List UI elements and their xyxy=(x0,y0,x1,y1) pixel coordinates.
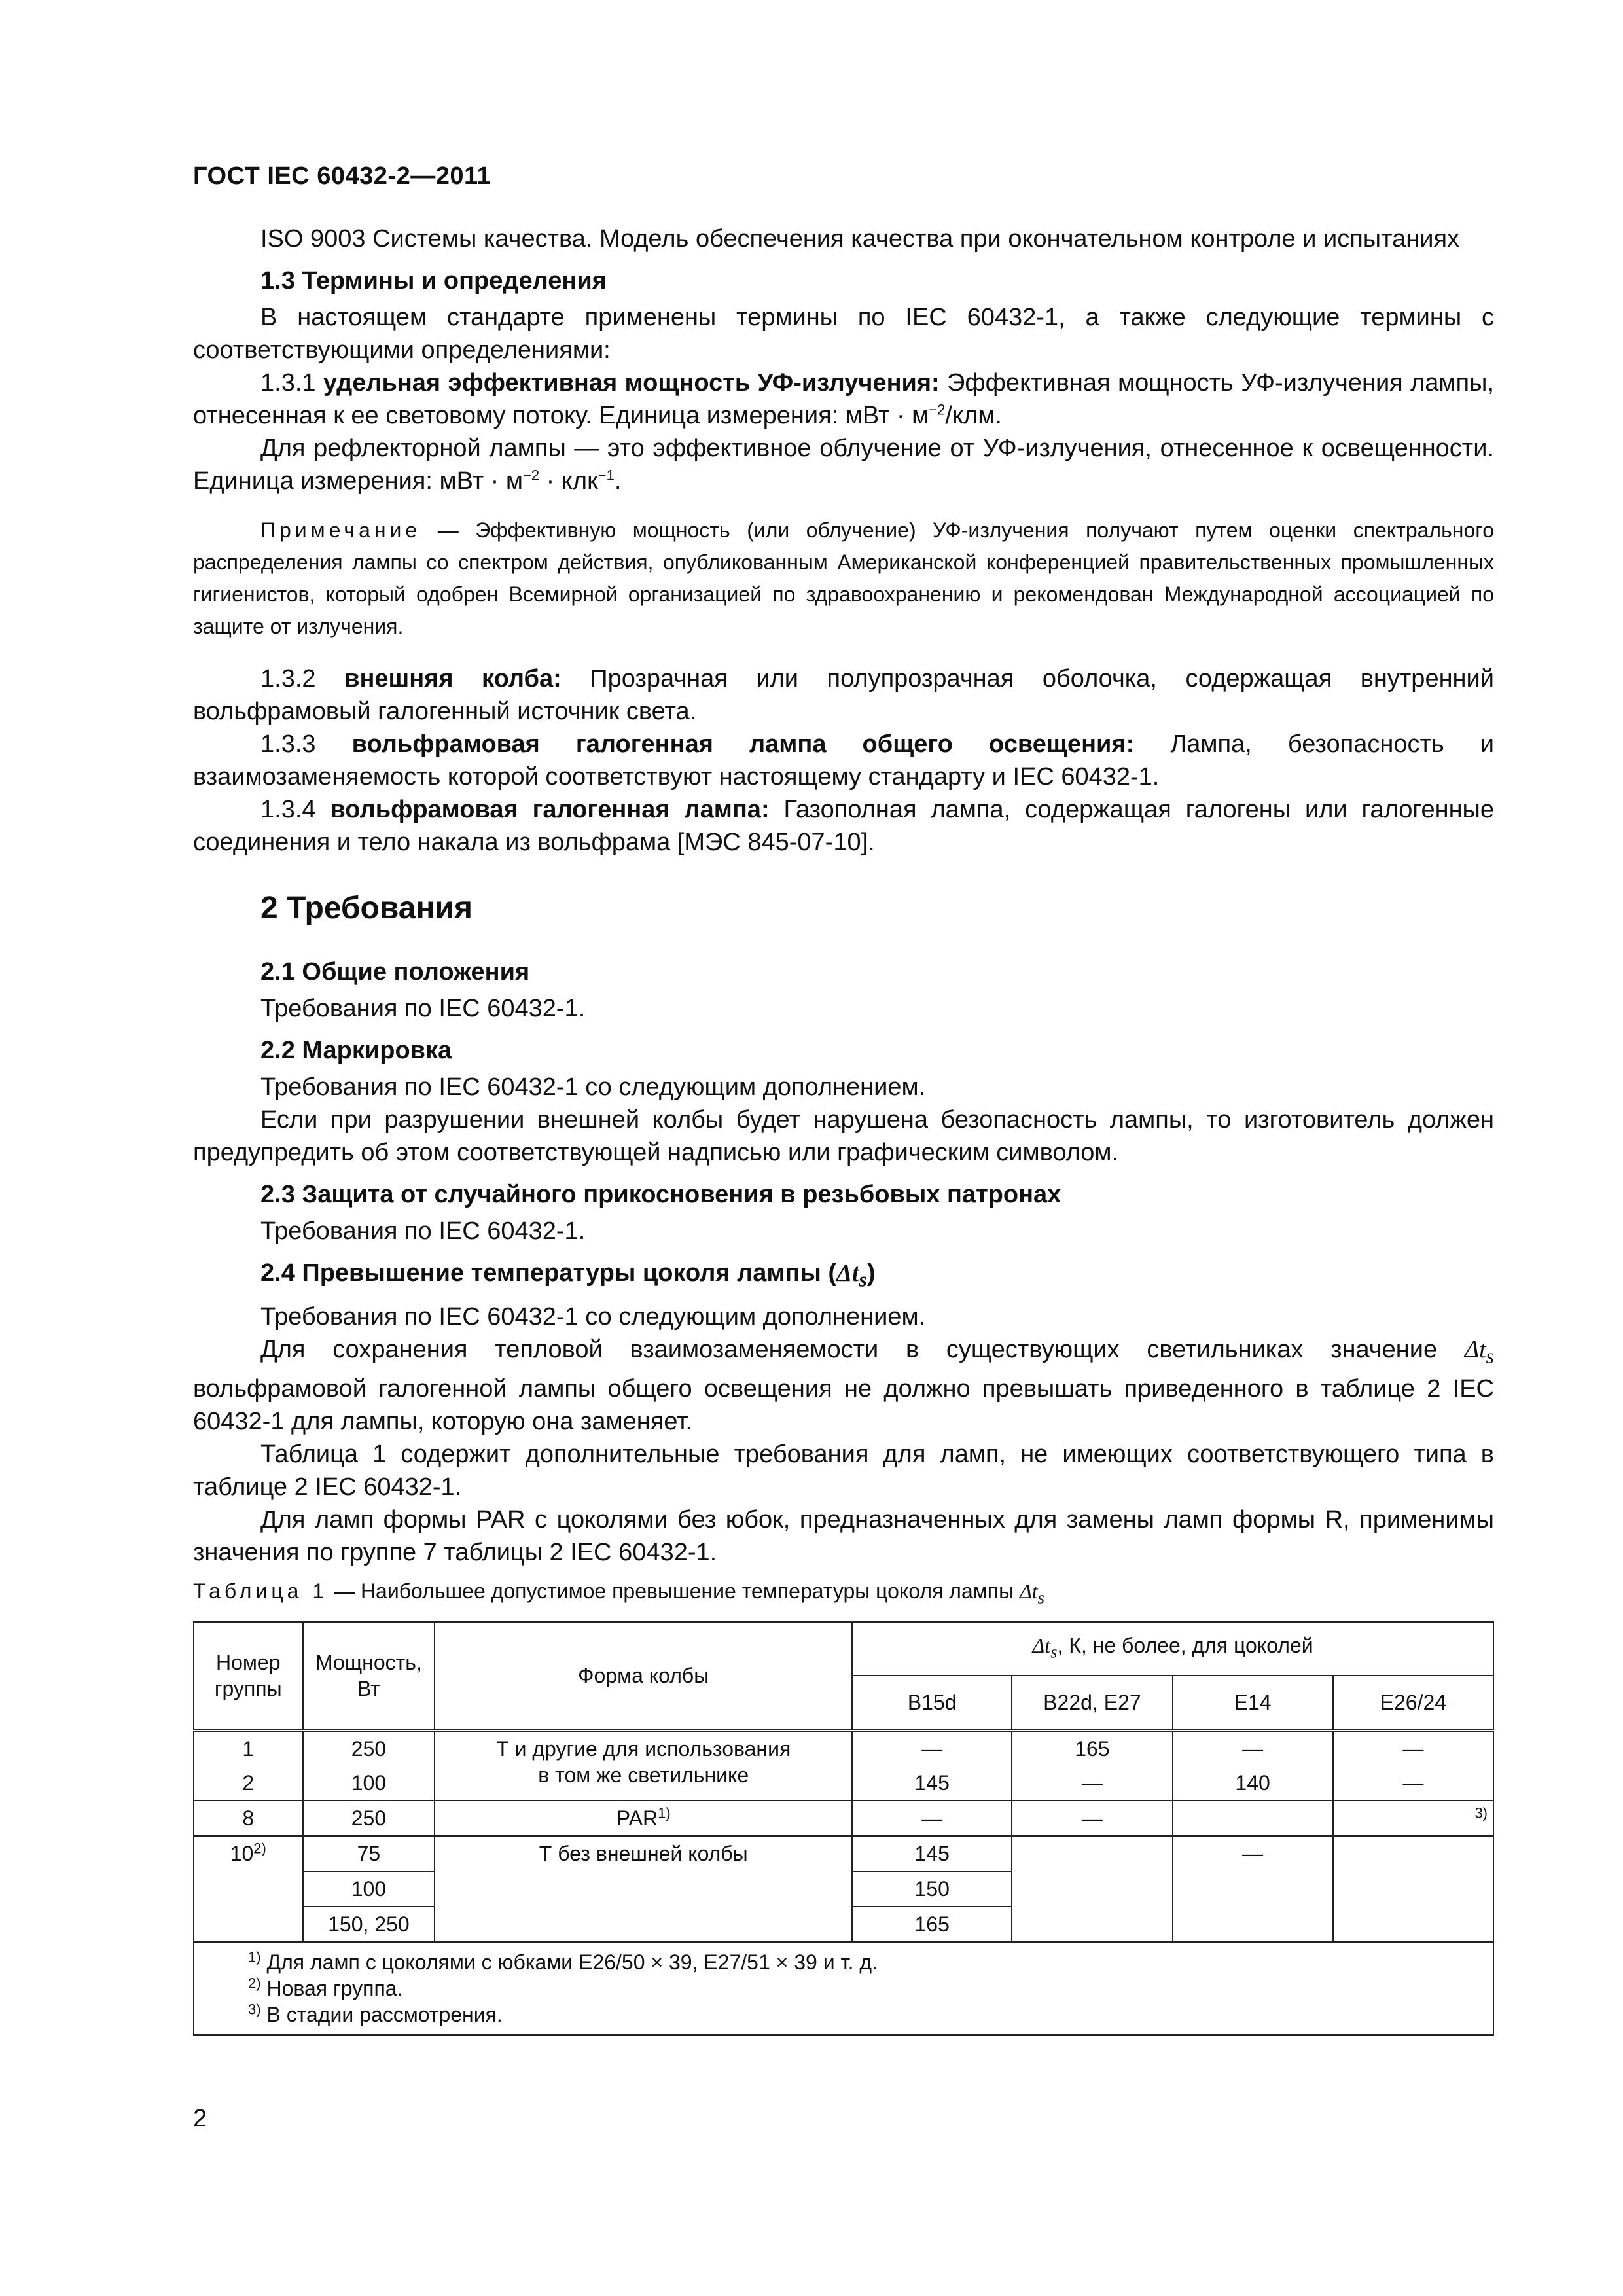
section-2-3-text: Требования по IEC 60432-1. xyxy=(260,1217,586,1245)
shape-t-other: Т и другие для использования в том же светильнике xyxy=(435,1730,852,1801)
header-shape: Форма колбы xyxy=(435,1622,852,1731)
table-row: 10$^{2)}$ 75 Т без внешней колбы 145 — xyxy=(194,1836,1493,1871)
term-1-3-1: 1.3.1 удельная эффективная мощность УФ-излучения: Эффективная мощность УФ-излучения лампы, отнесенная к ее световому потоку. Единица измерения: мВт · $м^{-2}$/клм. xyxy=(193,369,1494,429)
page-number: 2 xyxy=(193,2105,207,2132)
term-1-3-4: 1.3.4 вольфрамовая галогенная лампа: Газополная лампа, содержащая галогены или галогенные соединения и тело накала из вольфрама [МЭС 845-07-10]. xyxy=(193,796,1494,856)
table-row: 100 150 xyxy=(194,1871,1493,1907)
footnote-2: $^{2)}$ Новая группа. xyxy=(248,1974,403,2000)
section-2-1-text: Требования по IEC 60432-1. xyxy=(260,995,586,1022)
document-header: ГОСТ IEC 60432-2—2011 xyxy=(193,162,491,190)
section-1-3-intro: В настоящем стандарте применены термины по IEC 60432-1, а также следующие термины с соответствующими определениями: xyxy=(193,304,1494,364)
term-1-3-3: 1.3.3 вольфрамовая галогенная лампа общего освещения: Лампа, безопасность и взаимозаменяемость которой соответствуют настоящему стандарту и IEC 60432-1. xyxy=(193,730,1494,791)
section-2-4-text-1: Требования по IEC 60432-1 со следующим дополнением. xyxy=(260,1302,926,1331)
table-row: 2 100 145 — 140 — xyxy=(194,1766,1493,1801)
section-2-4-text-3: Таблица 1 содержит дополнительные требования для ламп, не имеющих соответствующего типа в таблице 2 IEC 60432-1. xyxy=(193,1441,1494,1501)
section-2-3-title: 2.3 Защита от случайного прикосновения в резьбовых патронах xyxy=(260,1181,1061,1208)
header-power: Мощность, Вт xyxy=(303,1622,435,1731)
header-b15d: B15d xyxy=(852,1676,1012,1731)
table-row: 150, 250 165 xyxy=(194,1907,1493,1942)
table-caption: Таблица 1 — Наибольшее допустимое превышение температуры цоколя лампы $\Delta t_s$ xyxy=(193,1579,1045,1607)
table-row: 8 250 PAR$^{1)}$ — — $^{3)}$ xyxy=(194,1801,1493,1836)
header-group: Номер группы xyxy=(194,1622,303,1731)
table-row: 1 250 Т и другие для использования в том же светильнике — 165 — — xyxy=(194,1730,1493,1766)
section-2-2-title: 2.2 Маркировка xyxy=(260,1037,452,1064)
iso-reference: ISO 9003 Системы качества. Модель обеспечения качества при окончательном контроле и испытаниях xyxy=(260,225,1460,253)
section-2-title: 2 Требования xyxy=(260,891,473,925)
section-2-4-title: 2.4 Превышение температуры цоколя лампы $(\Delta t_s)$ xyxy=(260,1259,876,1291)
header-e14: E14 xyxy=(1173,1676,1333,1731)
section-2-4-text-4: Для ламп формы PAR с цоколями без юбок, предназначенных для замены ламп формы R, применимы значения по группе 7 таблицы 2 IEC 60432-1. xyxy=(193,1506,1494,1567)
section-2-4-text-2: Для сохранения тепловой взаимозаменяемости в существующих светильниках значение $\Delta t_s$ вольфрамовой галогенной лампы общего освещения не должно превышать приведенного в таблице 2 IEC 60432-1 для лампы, которую она заменяет. xyxy=(193,1335,1494,1436)
table-footnotes xyxy=(194,1942,1493,2035)
header-e26: E26/24 xyxy=(1333,1676,1493,1731)
footnote-3: $^{3)}$ В стадии рассмотрения. xyxy=(248,2000,503,2026)
page-body xyxy=(193,223,1494,2036)
section-1-3-title: 1.3 Термины и определения xyxy=(260,267,607,295)
header-b22d: B22d, E27 xyxy=(1012,1676,1172,1731)
term-1-3-1-reflector: Для рефлекторной лампы — это эффективное облучение от УФ-излучения, отнесенное к освещенности. Единица измерения: мВт · $м^{-2} \cdot клк^{-1}$. xyxy=(193,435,1494,495)
note: Примечание — Эффективную мощность (или облучение) УФ-излучения получают путем оценки спектрального распределения лампы со спектром действия, опубликованным Американской конференцией правительственных промышленных гигиенистов, который одобрен Всемирной организацией по здравоохранению и рекомендован Международной ассоциацией по защите от излучения. xyxy=(193,518,1494,638)
term-1-3-2: 1.3.2 внешняя колба: Прозрачная или полупрозрачная оболочка, содержащая внутренний вольфрамовый галогенный источник света. xyxy=(193,665,1494,725)
section-2-1-title: 2.1 Общие положения xyxy=(260,958,530,986)
section-2-2-text-1: Требования по IEC 60432-1 со следующим дополнением. xyxy=(260,1073,926,1101)
temperature-table xyxy=(193,1621,1494,2036)
footnote-1: $^{1)}$ Для ламп с цоколями с юбками Е26/50 × 39, Е27/51 × 39 и т. д. xyxy=(248,1948,878,1974)
section-2-2-text-2: Если при разрушении внешней колбы будет нарушена безопасность лампы, то изготовитель должен предупредить об этом соответствующей надписью или графическим символом. xyxy=(193,1106,1494,1166)
table-header-row xyxy=(194,1622,1493,1676)
header-delta-t: $\Delta t_s$, К, не более, для цоколей xyxy=(852,1622,1493,1676)
